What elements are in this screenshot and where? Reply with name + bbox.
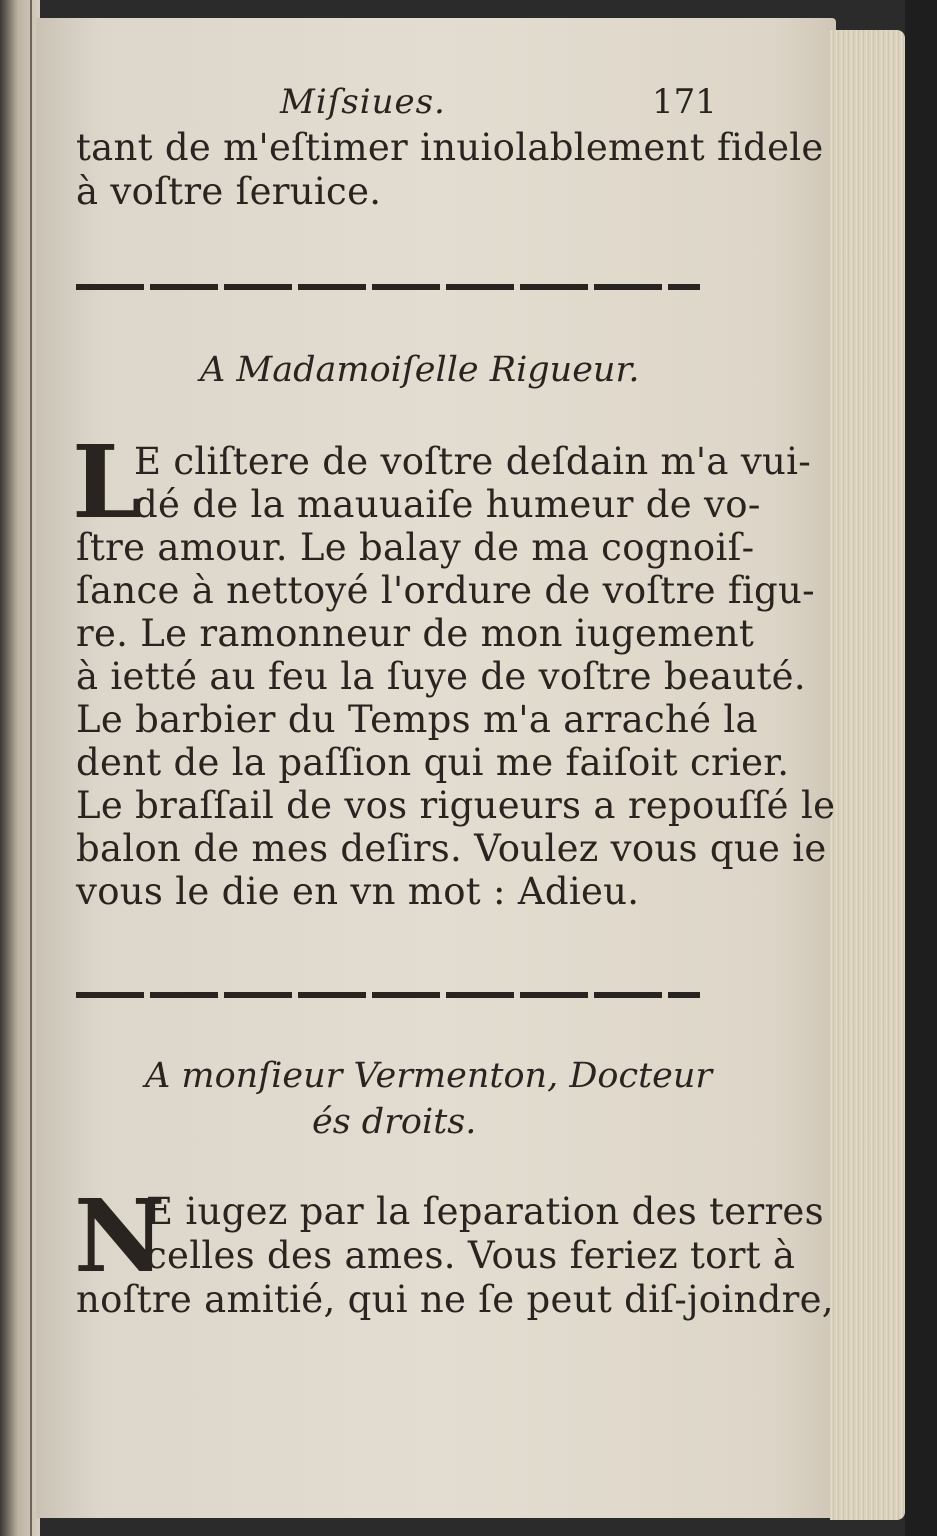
letter-line: à ietté au feu la ſuye de voſtre beauté. (76, 655, 806, 698)
letter-line: E iugez par la ſeparation des terres (146, 1190, 824, 1233)
drop-cap: L (72, 423, 143, 541)
letter-line: noſtre amitié, qui ne ſe peut diſ-joindre, (76, 1278, 834, 1321)
letter-heading: A monſieur Vermenton, Docteur (145, 1056, 713, 1096)
letter-heading: A Madamoiſelle Rigueur. (200, 350, 640, 390)
letter-line: Le braſſail de vos rigueurs a repouſſé le (76, 784, 836, 827)
facing-page-edge (0, 0, 40, 1536)
letter-line: celles des ames. Vous feriez tort à (146, 1234, 796, 1277)
letter-line: dent de la paſſion qui me faiſoit crier. (76, 741, 790, 784)
intro-line: tant de m'eſtimer inuiolablement fidele (76, 126, 824, 169)
letter-line: Le barbier du Temps m'a arraché la (76, 698, 758, 741)
letter-line: balon de mes deſirs. Voulez vous que ie (76, 827, 827, 870)
running-head: Miſsiues. (280, 82, 446, 122)
letter-line: dé de la mauuaiſe humeur de vo- (134, 483, 761, 526)
drop-cap: N (74, 1177, 166, 1295)
page-number: 171 (652, 82, 717, 122)
page-fore-edge (830, 30, 905, 1520)
letter-heading-continued: és droits. (312, 1102, 477, 1142)
section-divider (76, 992, 700, 998)
section-divider (76, 284, 700, 290)
letter-line: ſtre amour. Le balay de ma cognoiſ- (76, 526, 755, 569)
background-shadow (905, 0, 937, 1536)
letter-line: E cliſtere de voſtre deſdain m'a vui- (134, 440, 812, 483)
letter-line: vous le die en vn mot : Adieu. (76, 870, 640, 913)
letter-line: re. Le ramonneur de mon iugement (76, 612, 755, 655)
spine-line (30, 0, 32, 1536)
intro-line: à voſtre ſeruice. (76, 170, 382, 213)
letter-line: ſance à nettoyé l'ordure de voſtre figu- (76, 569, 815, 612)
